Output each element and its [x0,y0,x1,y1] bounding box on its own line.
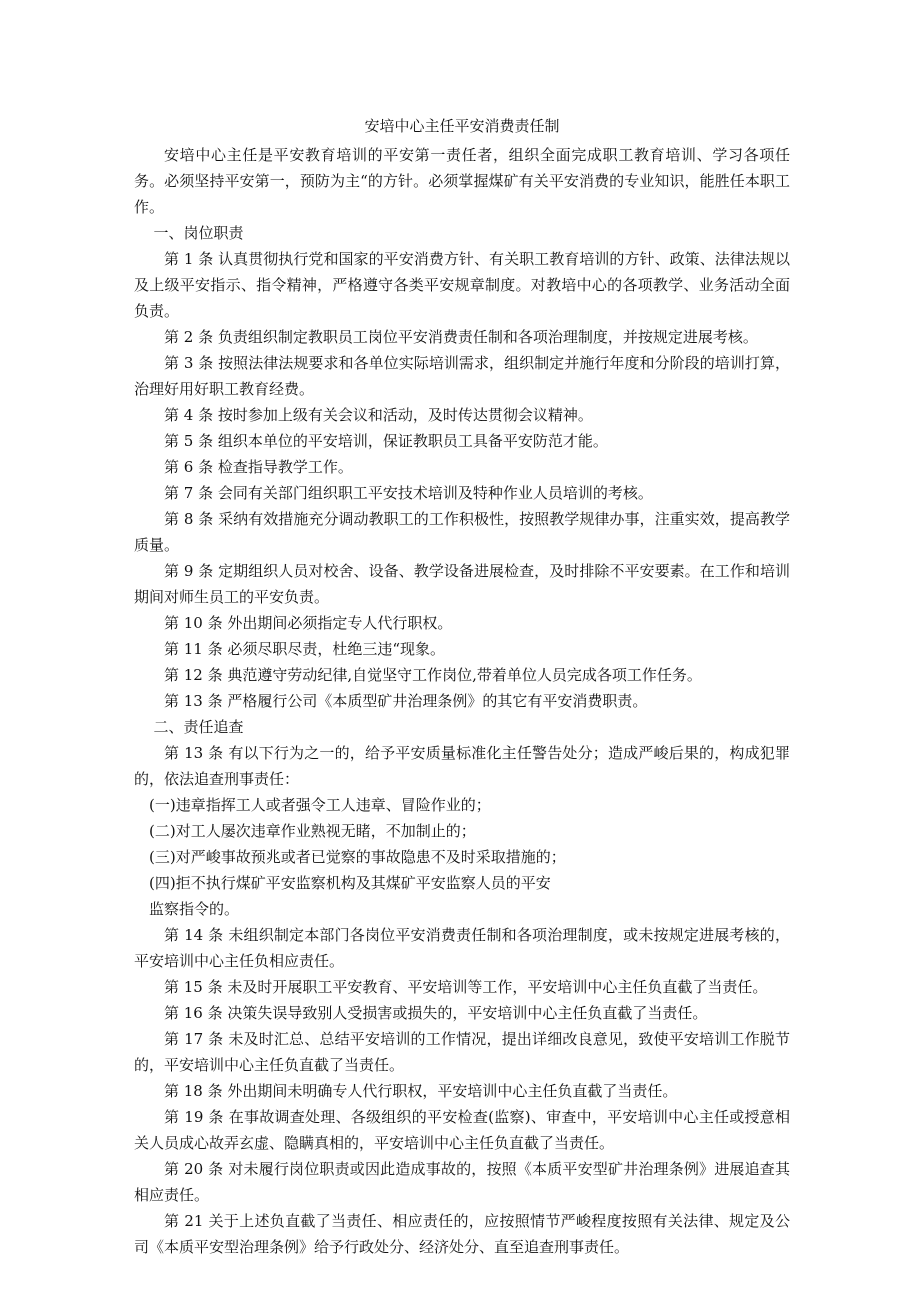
article-paragraph: 第 10 条 外出期间必须指定专人代行职权。 [164,614,453,632]
article-paragraph: 第 13 条 严格履行公司《本质型矿井治理条例》的其它有平安消费职责。 [164,692,648,710]
article-paragraph: 第 15 条 未及时开展职工平安教育、平安培训等工作，平安培训中心主任负直截了当责任。 [164,978,768,996]
article-paragraph: 第 16 条 决策失误导致别人受损害或损失的，平安培训中心主任负直截了当责任。 [164,1004,708,1022]
section-heading-accountability: 二、责任追查 [153,718,244,736]
list-item: (四)拒不执行煤矿平安监察机构及其煤矿平安监察人员的平安 [149,874,551,892]
article-paragraph: 第 19 条 在事故调查处理、各级组织的平安检查(监察)、审查中，平安培训中心主任或授意相关人员成心故弄玄虚、隐瞒真相的，平安培训中心主任负直截了当责任。 [134,1108,790,1152]
list-item: (一)违章指挥工人或者强令工人违章、冒险作业的； [149,796,491,814]
article-paragraph: 第 8 条 采纳有效措施充分调动教职工的工作积极性，按照教学规律办事，注重实效，提高教学质量。 [134,510,790,554]
article-paragraph: 第 14 条 未组织制定本部门各岗位平安消费责任制和各项治理制度，或未按规定进展考核的，平安培训中心主任负相应责任。 [134,926,790,970]
article-paragraph: 第 1 条 认真贯彻执行党和国家的平安消费方针、有关职工教育培训的方针、政策、法律法规以及上级平安指示、指令精神，严格遵守各类平安规章制度。对教培中心的各项教学、业务活动全面负责。 [134,250,790,320]
section-heading-duties: 一、岗位职责 [153,224,244,242]
article-paragraph: 第 2 条 负责组织制定教职员工岗位平安消费责任制和各项治理制度，并按规定进展考核。 [164,328,758,346]
article-paragraph: 第 3 条 按照法律法规要求和各单位实际培训需求，组织制定并施行年度和分阶段的培训打算，治理好用好职工教育经费。 [134,354,790,398]
list-item: (三)对严峻事故预兆或者已觉察的事故隐患不及时采取措施的； [149,848,566,866]
article-paragraph: 第 18 条 外出期间未明确专人代行职权，平安培训中心主任负直截了当责任。 [164,1082,678,1100]
article-paragraph: 第 7 条 会同有关部门组织职工平安技术培训及特种作业人员培训的考核。 [164,484,653,502]
list-item-continuation: 监察指令的。 [149,900,240,918]
list-item: (二)对工人屡次违章作业熟视无睹，不加制止的； [149,822,476,840]
article-paragraph: 第 12 条 典范遵守劳动纪律,自觉坚守工作岗位,带着单位人员完成各项工作任务。 [164,666,702,684]
article-paragraph: 第 21 关于上述负直截了当责任、相应责任的，应按照情节严峻程度按照有关法律、规定及公司《本质平安型治理条例》给予行政处分、经济处分、直至追查刑事责任。 [134,1212,790,1256]
article-paragraph: 第 13 条 有以下行为之一的，给予平安质量标准化主任警告处分；造成严峻后果的，构成犯罪的，依法追查刑事责任： [134,744,790,788]
article-paragraph: 第 9 条 定期组织人员对校舍、设备、教学设备进展检查，及时排除不平安要素。在工作和培训期间对师生员工的平安负责。 [134,562,790,606]
article-paragraph: 第 11 条 必须尽职尽责，杜绝三违“现象。 [164,640,446,658]
intro-paragraph: 安培中心主任是平安教育培训的平安第一责任者，组织全面完成职工教育培训、学习各项任务。必须坚持平安第一，预防为主“的方针。必须掌握煤矿有关平安消费的专业知识，能胜任本职工作。 [134,146,790,216]
article-paragraph: 第 6 条 检查指导教学工作。 [164,458,353,476]
document-page [134,116,790,1260]
document-title: 安培中心主任平安消费责任制 [364,117,560,135]
article-paragraph: 第 17 条 未及时汇总、总结平安培训的工作情况，提出详细改良意见，致使平安培训工作脱节的，平安培训中心主任负直截了当责任。 [134,1030,790,1074]
article-paragraph: 第 5 条 组织本单位的平安培训，保证教职员工具备平安防范才能。 [164,432,608,450]
article-paragraph: 第 4 条 按时参加上级有关会议和活动，及时传达贯彻会议精神。 [164,406,593,424]
article-paragraph: 第 20 条 对未履行岗位职责或因此造成事故的，按照《本质平安型矿井治理条例》进展追查其相应责任。 [134,1160,790,1204]
